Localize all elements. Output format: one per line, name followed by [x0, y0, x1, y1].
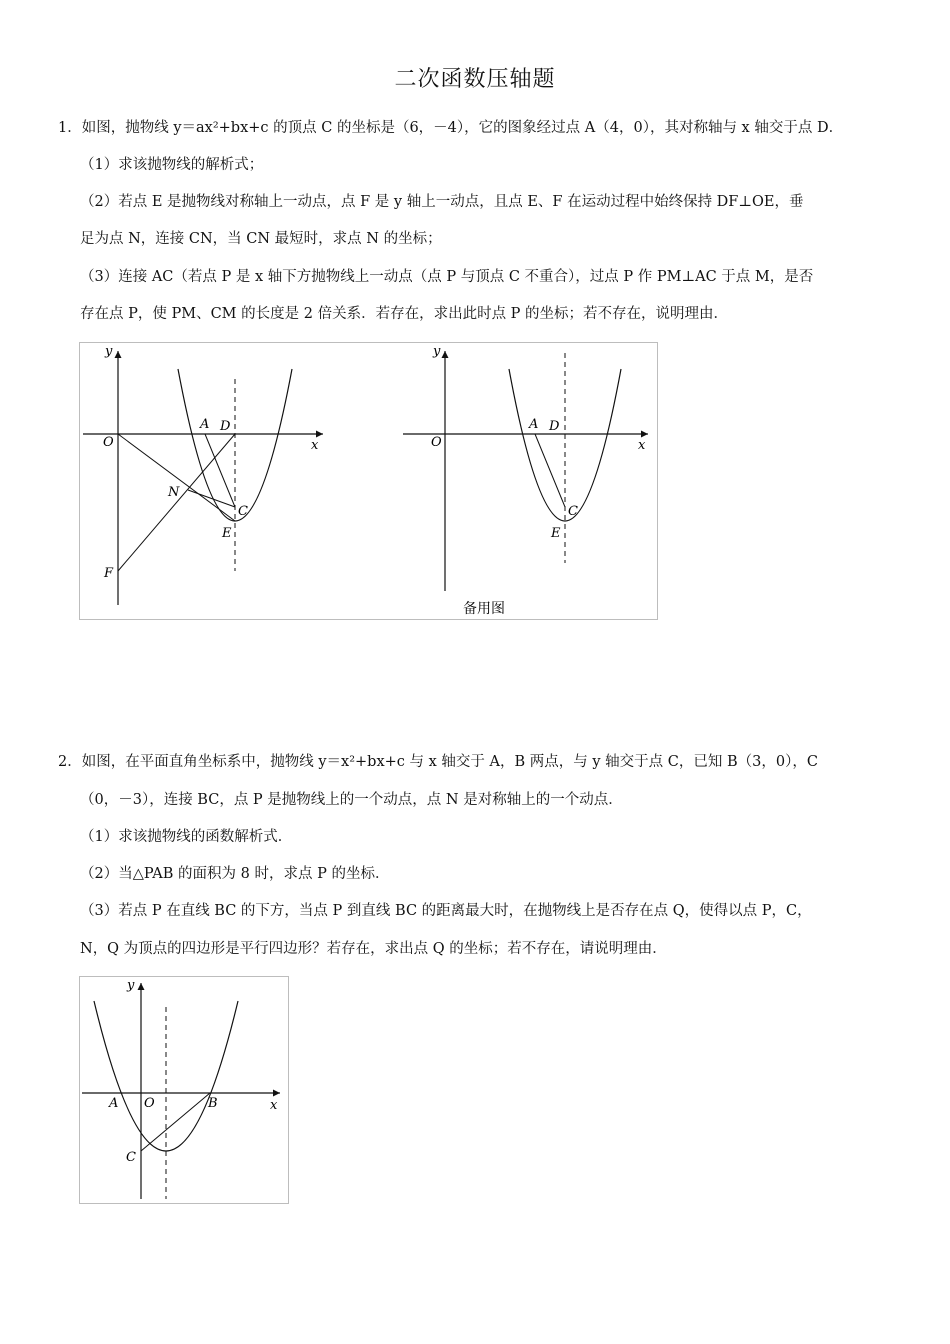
right-line-AC: [535, 434, 565, 507]
right-graph: [403, 344, 648, 617]
p2-label-x: x: [270, 1098, 278, 1113]
problem2-figure: [79, 976, 289, 1204]
right-label-A: A: [529, 417, 539, 432]
right-label-E: E: [551, 526, 561, 541]
problem1-line-2: （1）求该抛物线的解析式；: [80, 157, 264, 173]
left-label-O: O: [103, 435, 114, 450]
right-label-C: C: [568, 504, 578, 519]
problem1-figure: [79, 342, 658, 620]
problem2-line-1: 2．如图，在平面直角坐标系中，抛物线 y＝x²+bx+c 与 x 轴交于 A，B 两点，与 y 轴交于点 C，已知 B（3，0），C: [58, 754, 818, 770]
left-label-x: x: [311, 438, 319, 453]
left-label-F: F: [104, 566, 114, 581]
page-title: 二次函数压轴题: [394, 67, 556, 92]
right-label-O: O: [431, 435, 442, 450]
problem1-line-1: 1．如图，抛物线 y＝ax²+bx+c 的顶点 C 的坐标是（6，－4），它的图象经过点 A（4，0），其对称轴与 x 轴交于点 D．: [58, 120, 844, 136]
line-AC: [205, 434, 235, 507]
problem2-line-3: （1）求该抛物线的函数解析式．: [80, 829, 293, 845]
line-NC: [188, 490, 235, 507]
problem2-line-2: （0，－3），连接 BC，点 P 是抛物线上的一个动点，点 N 是对称轴上的一个动点．: [80, 792, 623, 808]
problem2-line-6: N，Q 为顶点的四边形是平行四边形？若存在，求出点 Q 的坐标；若不存在，请说明理由．: [80, 941, 667, 957]
problem2-line-4: （2）当△PAB 的面积为 8 时，求点 P 的坐标．: [80, 866, 390, 882]
left-label-C: C: [238, 504, 248, 519]
p2-label-y: y: [127, 978, 135, 993]
figure-caption: 备用图: [463, 601, 505, 617]
problem1-line-6: 存在点 P，使 PM、CM 的长度是 2 倍关系．若存在，求出此时点 P 的坐标；若不存在，说明理由．: [80, 306, 729, 322]
problem1-line-5: （3）连接 AC（若点 P 是 x 轴下方抛物线上一动点（点 P 与顶点 C 不重合），过点 P 作 PM⊥AC 于点 M，是否: [80, 269, 814, 285]
p2-label-C: C: [126, 1150, 136, 1165]
p2-label-A: A: [109, 1096, 119, 1111]
right-label-x: x: [638, 438, 646, 453]
problem1-line-3: （2）若点 E 是抛物线对称轴上一动点，点 F 是 y 轴上一动点，且点 E、F 在运动过程中始终保持 DF⊥OE，垂: [80, 194, 804, 210]
right-label-y: y: [433, 344, 441, 359]
left-label-y: y: [105, 344, 113, 359]
left-label-D: D: [220, 419, 231, 434]
p2-label-B: B: [208, 1096, 218, 1111]
p2-label-O: O: [144, 1096, 155, 1111]
left-label-N: N: [168, 485, 180, 500]
problem1-figure-svg: [80, 343, 657, 619]
right-label-D: D: [549, 419, 560, 434]
line-OE: [118, 434, 235, 521]
left-graph: [83, 344, 323, 605]
problem2-figure-svg: [80, 977, 288, 1203]
problem2-line-5: （3）若点 P 在直线 BC 的下方，当点 P 到直线 BC 的距离最大时，在抛物线上是否存在点 Q，使得以点 P，C，: [80, 903, 812, 919]
left-label-E: E: [222, 526, 232, 541]
line-FD: [118, 434, 235, 571]
problem1-line-4: 足为点 N，连接 CN，当 CN 最短时，求点 N 的坐标；: [80, 231, 442, 247]
left-label-A: A: [200, 417, 210, 432]
